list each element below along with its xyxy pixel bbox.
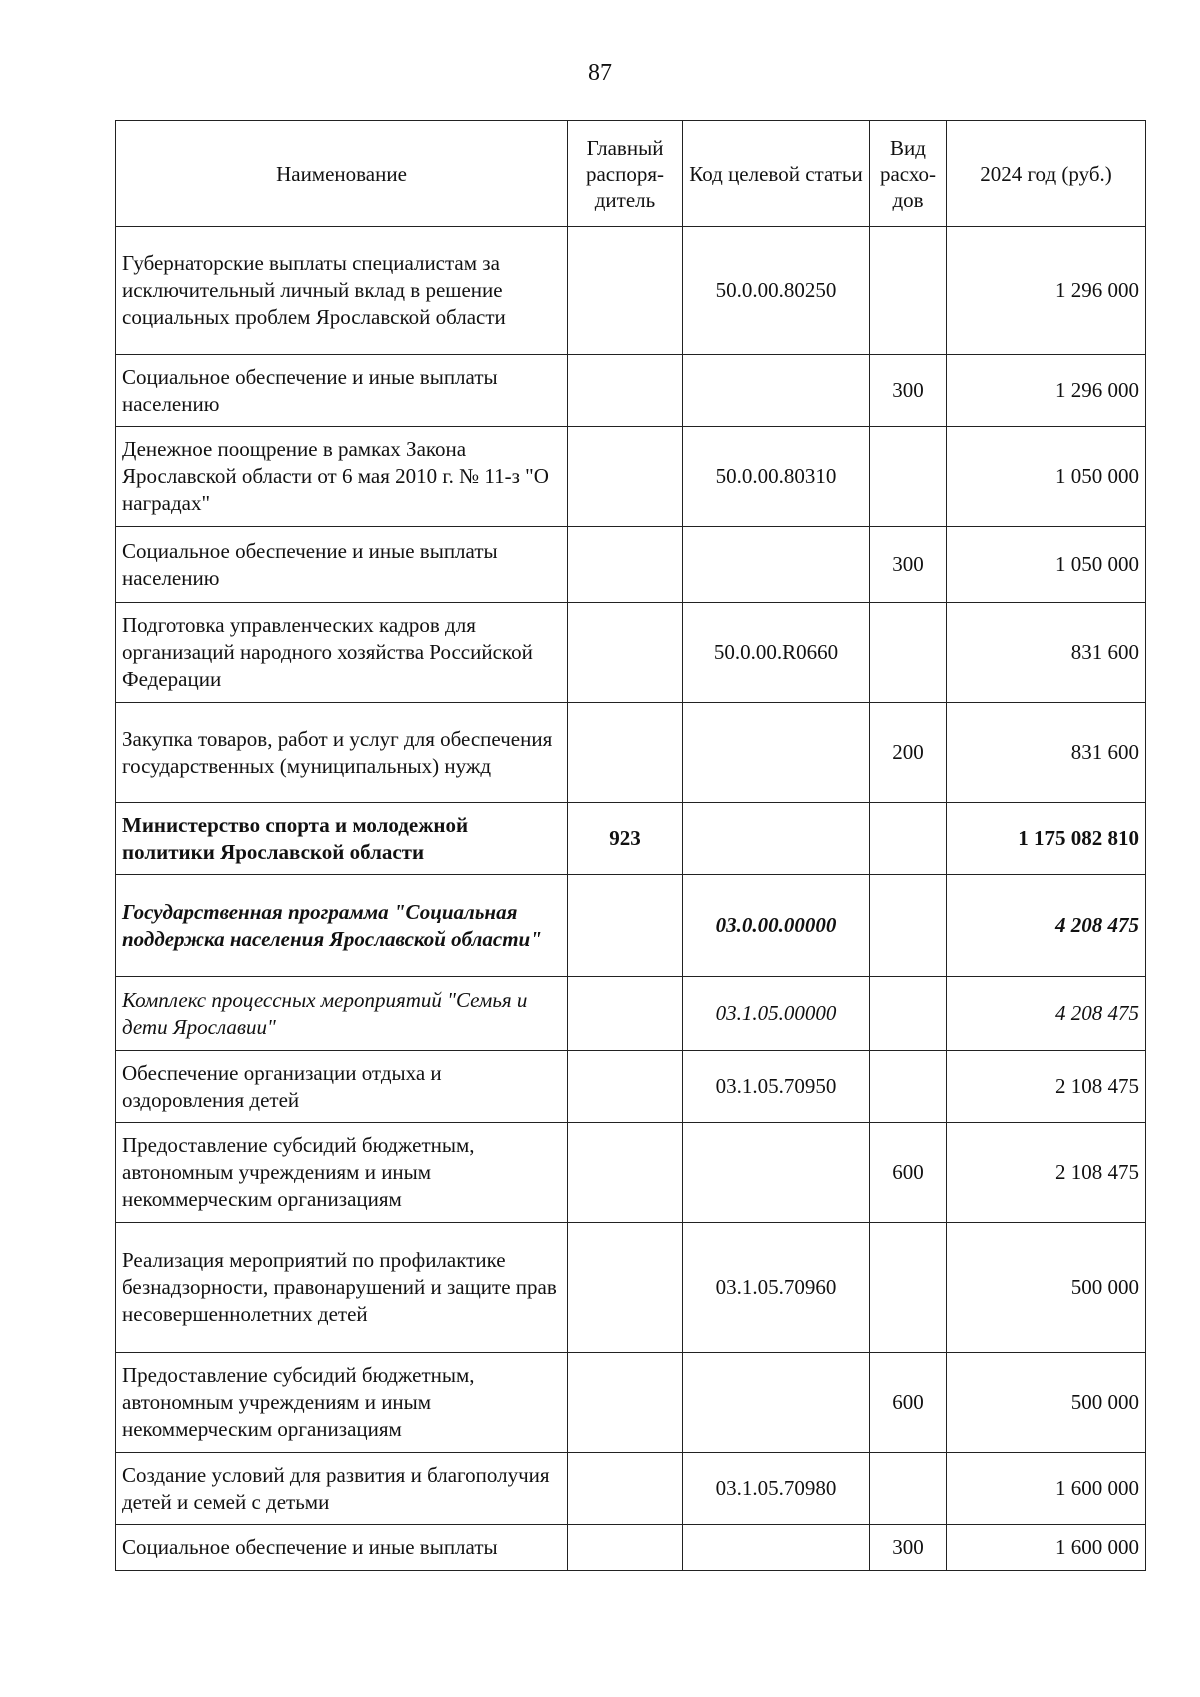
row-name: Комплекс процессных мероприятий "Семья и дети Ярославии" [116, 977, 568, 1051]
budget-table [115, 120, 1146, 1571]
row-chief [568, 703, 683, 803]
row-chief [568, 977, 683, 1051]
row-chief [568, 355, 683, 427]
table-row [116, 803, 1146, 875]
row-amount: 831 600 [947, 703, 1146, 803]
row-name: Губернаторские выплаты специалистам за исключительный личный вклад в решение социальных проблем Ярославской области [116, 227, 568, 355]
row-code: 03.0.00.00000 [683, 875, 870, 977]
row-code: 50.0.00.80310 [683, 427, 870, 527]
row-vid [870, 875, 947, 977]
row-name: Министерство спорта и молодежной политики Ярославской области [116, 803, 568, 875]
row-vid: 600 [870, 1353, 947, 1453]
row-chief [568, 1353, 683, 1453]
row-chief [568, 227, 683, 355]
table-header-row [116, 121, 1146, 227]
row-chief [568, 1123, 683, 1223]
row-amount: 1 175 082 810 [947, 803, 1146, 875]
row-amount: 1 296 000 [947, 355, 1146, 427]
row-name: Создание условий для развития и благополучия детей и семей с детьми [116, 1453, 568, 1525]
row-name: Предоставление субсидий бюджетным, автономным учреждениям и иным некоммерческим организациям [116, 1353, 568, 1453]
row-amount: 2 108 475 [947, 1051, 1146, 1123]
row-code [683, 1123, 870, 1223]
row-amount: 1 600 000 [947, 1453, 1146, 1525]
header-amount: 2024 год (руб.) [947, 121, 1146, 227]
row-code [683, 703, 870, 803]
row-chief [568, 603, 683, 703]
row-amount: 2 108 475 [947, 1123, 1146, 1223]
row-code: 03.1.05.00000 [683, 977, 870, 1051]
row-name: Денежное поощрение в рамках Закона Ярославской области от 6 мая 2010 г. № 11-з "О наградах" [116, 427, 568, 527]
row-amount: 1 050 000 [947, 527, 1146, 603]
row-vid [870, 1223, 947, 1353]
row-vid: 300 [870, 527, 947, 603]
row-vid [870, 977, 947, 1051]
row-chief [568, 875, 683, 977]
row-chief [568, 427, 683, 527]
table-row [116, 703, 1146, 803]
header-vid: Вид расхо-дов [870, 121, 947, 227]
row-vid [870, 803, 947, 875]
row-chief: 923 [568, 803, 683, 875]
header-chief: Главный распоря-дитель [568, 121, 683, 227]
row-code: 03.1.05.70950 [683, 1051, 870, 1123]
table-row [116, 1223, 1146, 1353]
row-chief [568, 1525, 683, 1571]
row-code [683, 355, 870, 427]
row-amount: 831 600 [947, 603, 1146, 703]
table-row [116, 427, 1146, 527]
row-amount: 500 000 [947, 1223, 1146, 1353]
row-vid: 600 [870, 1123, 947, 1223]
row-chief [568, 1453, 683, 1525]
row-name: Социальное обеспечение и иные выплаты населению [116, 527, 568, 603]
row-vid: 200 [870, 703, 947, 803]
row-code [683, 1353, 870, 1453]
row-code: 03.1.05.70980 [683, 1453, 870, 1525]
row-code: 03.1.05.70960 [683, 1223, 870, 1353]
row-vid: 300 [870, 355, 947, 427]
row-amount: 1 050 000 [947, 427, 1146, 527]
table-row [116, 603, 1146, 703]
row-code [683, 803, 870, 875]
row-code: 50.0.00.R0660 [683, 603, 870, 703]
row-chief [568, 1051, 683, 1123]
row-name: Подготовка управленческих кадров для организаций народного хозяйства Российской Федерации [116, 603, 568, 703]
row-amount: 4 208 475 [947, 875, 1146, 977]
row-code: 50.0.00.80250 [683, 227, 870, 355]
row-vid [870, 603, 947, 703]
row-code [683, 1525, 870, 1571]
header-name: Наименование [116, 121, 568, 227]
table-row [116, 527, 1146, 603]
row-vid [870, 1453, 947, 1525]
table-row [116, 1353, 1146, 1453]
table-row [116, 355, 1146, 427]
row-name: Предоставление субсидий бюджетным, автономным учреждениям и иным некоммерческим организациям [116, 1123, 568, 1223]
table-row [116, 1453, 1146, 1525]
table-row [116, 1051, 1146, 1123]
row-vid [870, 427, 947, 527]
table-row [116, 875, 1146, 977]
row-vid [870, 227, 947, 355]
row-amount: 500 000 [947, 1353, 1146, 1453]
table-row [116, 1123, 1146, 1223]
row-chief [568, 527, 683, 603]
row-name: Социальное обеспечение и иные выплаты [116, 1525, 568, 1571]
row-amount: 4 208 475 [947, 977, 1146, 1051]
table-row [116, 1525, 1146, 1571]
row-vid: 300 [870, 1525, 947, 1571]
header-code: Код целевой статьи [683, 121, 870, 227]
row-vid [870, 1051, 947, 1123]
table-row [116, 977, 1146, 1051]
row-name: Государственная программа "Социальная поддержка населения Ярославской области" [116, 875, 568, 977]
page-number: 87 [588, 60, 612, 86]
row-name: Реализация мероприятий по профилактике безнадзорности, правонарушений и защите прав несовершеннолетних детей [116, 1223, 568, 1353]
row-code [683, 527, 870, 603]
row-amount: 1 600 000 [947, 1525, 1146, 1571]
row-name: Социальное обеспечение и иные выплаты населению [116, 355, 568, 427]
row-amount: 1 296 000 [947, 227, 1146, 355]
row-name: Обеспечение организации отдыха и оздоровления детей [116, 1051, 568, 1123]
row-chief [568, 1223, 683, 1353]
row-name: Закупка товаров, работ и услуг для обеспечения государственных (муниципальных) нужд [116, 703, 568, 803]
table-row [116, 227, 1146, 355]
